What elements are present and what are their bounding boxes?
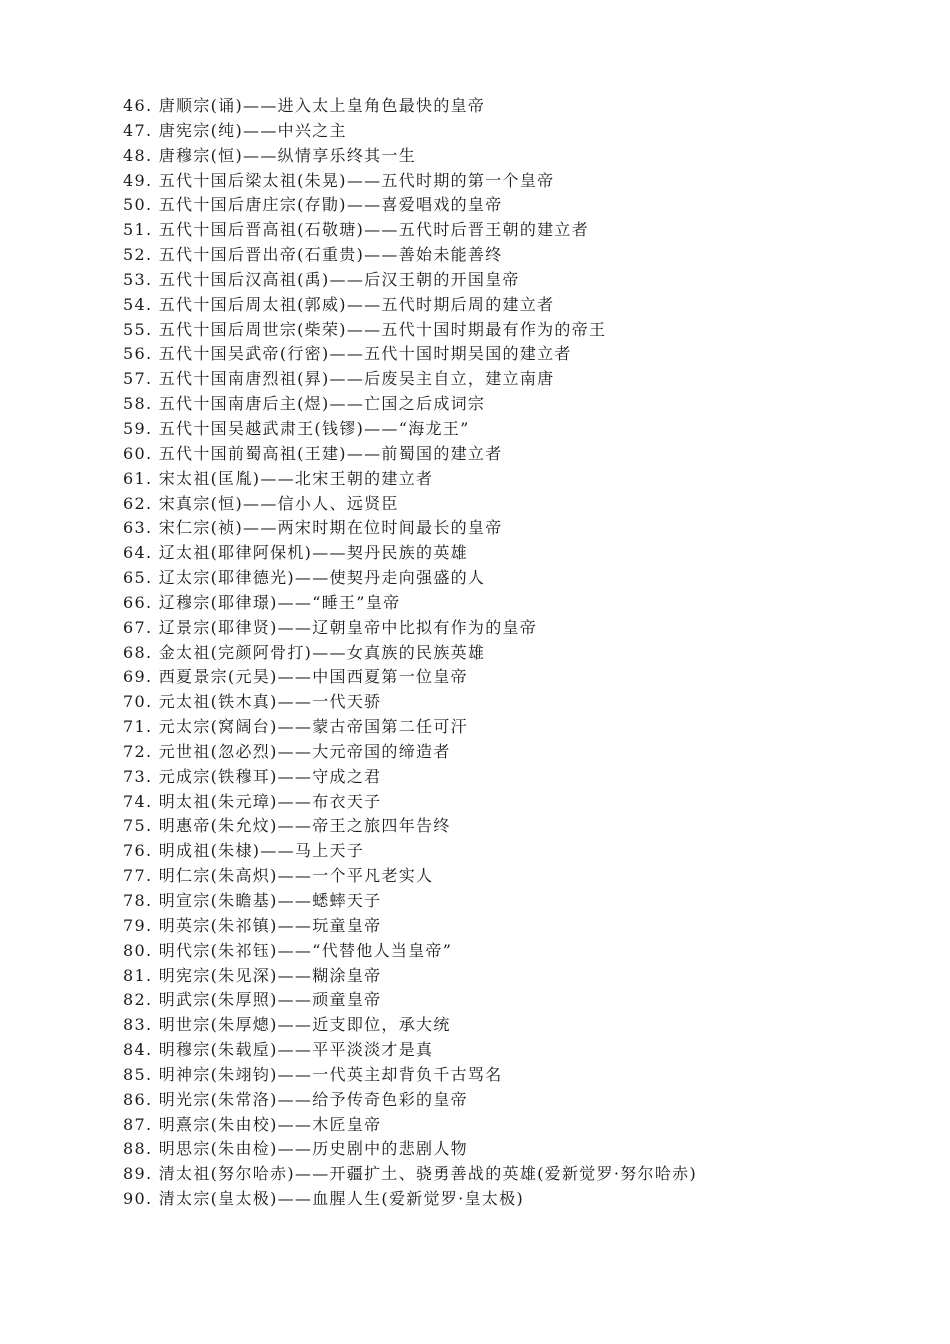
list-item: 63. 宋仁宗(祯)——两宋时期在位时间最长的皇帝 [123,518,503,538]
list-item: 48. 唐穆宗(恒)——纵情享乐终其一生 [123,145,417,165]
list-item: 70. 元太祖(铁木真)——一代天骄 [123,692,382,712]
list-item: 74. 明太祖(朱元璋)——布衣天子 [123,791,382,811]
list-item: 49. 五代十国后梁太祖(朱晃)——五代时期的第一个皇帝 [123,170,555,190]
list-item: 72. 元世祖(忽必烈)——大元帝国的缔造者 [123,741,451,761]
list-item: 61. 宋太祖(匡胤)——北宋王朝的建立者 [123,468,434,488]
document-page [123,94,923,1212]
list-item: 55. 五代十国后周世宗(柴荣)——五代十国时期最有作为的帝王 [123,319,607,339]
list-item: 69. 西夏景宗(元昊)——中国西夏第一位皇帝 [123,667,468,687]
list-item: 87. 明熹宗(朱由校)——木匠皇帝 [123,1114,382,1134]
list-item: 47. 唐宪宗(纯)——中兴之主 [123,120,347,140]
list-item: 50. 五代十国后唐庄宗(存勖)——喜爱唱戏的皇帝 [123,195,503,215]
list-item: 75. 明惠帝(朱允炆)——帝王之旅四年告终 [123,816,451,836]
list-item: 65. 辽太宗(耶律德光)——使契丹走向强盛的人 [123,568,486,588]
list-item: 82. 明武宗(朱厚照)——顽童皇帝 [123,990,382,1010]
list-item: 52. 五代十国后晋出帝(石重贵)——善始未能善终 [123,245,503,265]
list-item: 85. 明神宗(朱翊钧)——一代英主却背负千古骂名 [123,1064,503,1084]
list-item: 71. 元太宗(窝阔台)——蒙古帝国第二任可汗 [123,717,468,737]
list-item: 64. 辽太祖(耶律阿保机)——契丹民族的英雄 [123,543,468,563]
list-item: 88. 明思宗(朱由检)——历史剧中的悲剧人物 [123,1139,468,1159]
list-item: 60. 五代十国前蜀高祖(王建)——前蜀国的建立者 [123,443,503,463]
list-item: 57. 五代十国南唐烈祖(昪)——后废吴主自立，建立南唐 [123,369,555,389]
list-item: 80. 明代宗(朱祁钰)——“代替他人当皇帝” [123,940,453,960]
list-item: 76. 明成祖(朱棣)——马上天子 [123,841,365,861]
list-item: 53. 五代十国后汉高祖(禹)——后汉王朝的开国皇帝 [123,269,520,289]
list-item: 83. 明世宗(朱厚熜)——近支即位，承大统 [123,1015,451,1035]
list-item: 62. 宋真宗(恒)——信小人、远贤臣 [123,493,399,513]
list-item: 58. 五代十国南唐后主(煜)——亡国之后成词宗 [123,394,486,414]
list-item: 77. 明仁宗(朱高炽)——一个平凡老实人 [123,866,434,886]
list-item: 84. 明穆宗(朱载垕)——平平淡淡才是真 [123,1040,434,1060]
list-item: 78. 明宣宗(朱瞻基)——蟋蟀天子 [123,891,382,910]
list-item: 90. 清太宗(皇太极)——血腥人生(爱新觉罗·皇太极) [123,1189,524,1209]
list-item: 73. 元成宗(铁穆耳)——守成之君 [123,766,382,786]
list-item: 79. 明英宗(朱祁镇)——玩童皇帝 [123,915,382,935]
list-item: 51. 五代十国后晋高祖(石敬瑭)——五代时后晋王朝的建立者 [123,220,590,240]
list-item: 68. 金太祖(完颜阿骨打)——女真族的民族英雄 [123,642,486,662]
list-item: 56. 五代十国吴武帝(行密)——五代十国时期吴国的建立者 [123,344,572,364]
list-item: 89. 清太祖(努尔哈赤)——开疆扩土、骁勇善战的英雄(爱新觉罗·努尔哈赤) [123,1164,697,1184]
list-item: 54. 五代十国后周太祖(郭威)——五代时期后周的建立者 [123,294,555,314]
list-item: 46. 唐顺宗(诵)——进入太上皇角色最快的皇帝 [123,96,486,115]
list-item: 66. 辽穆宗(耶律璟)——“睡王”皇帝 [123,592,401,612]
list-item: 67. 辽景宗(耶律贤)——辽朝皇帝中比拟有作为的皇帝 [123,617,538,637]
list-item: 59. 五代十国吴越武肃王(钱镠)——“海龙王” [123,418,470,438]
list-item: 81. 明宪宗(朱见深)——糊涂皇帝 [123,965,382,985]
list-item: 86. 明光宗(朱常洛)——给予传奇色彩的皇帝 [123,1089,468,1109]
